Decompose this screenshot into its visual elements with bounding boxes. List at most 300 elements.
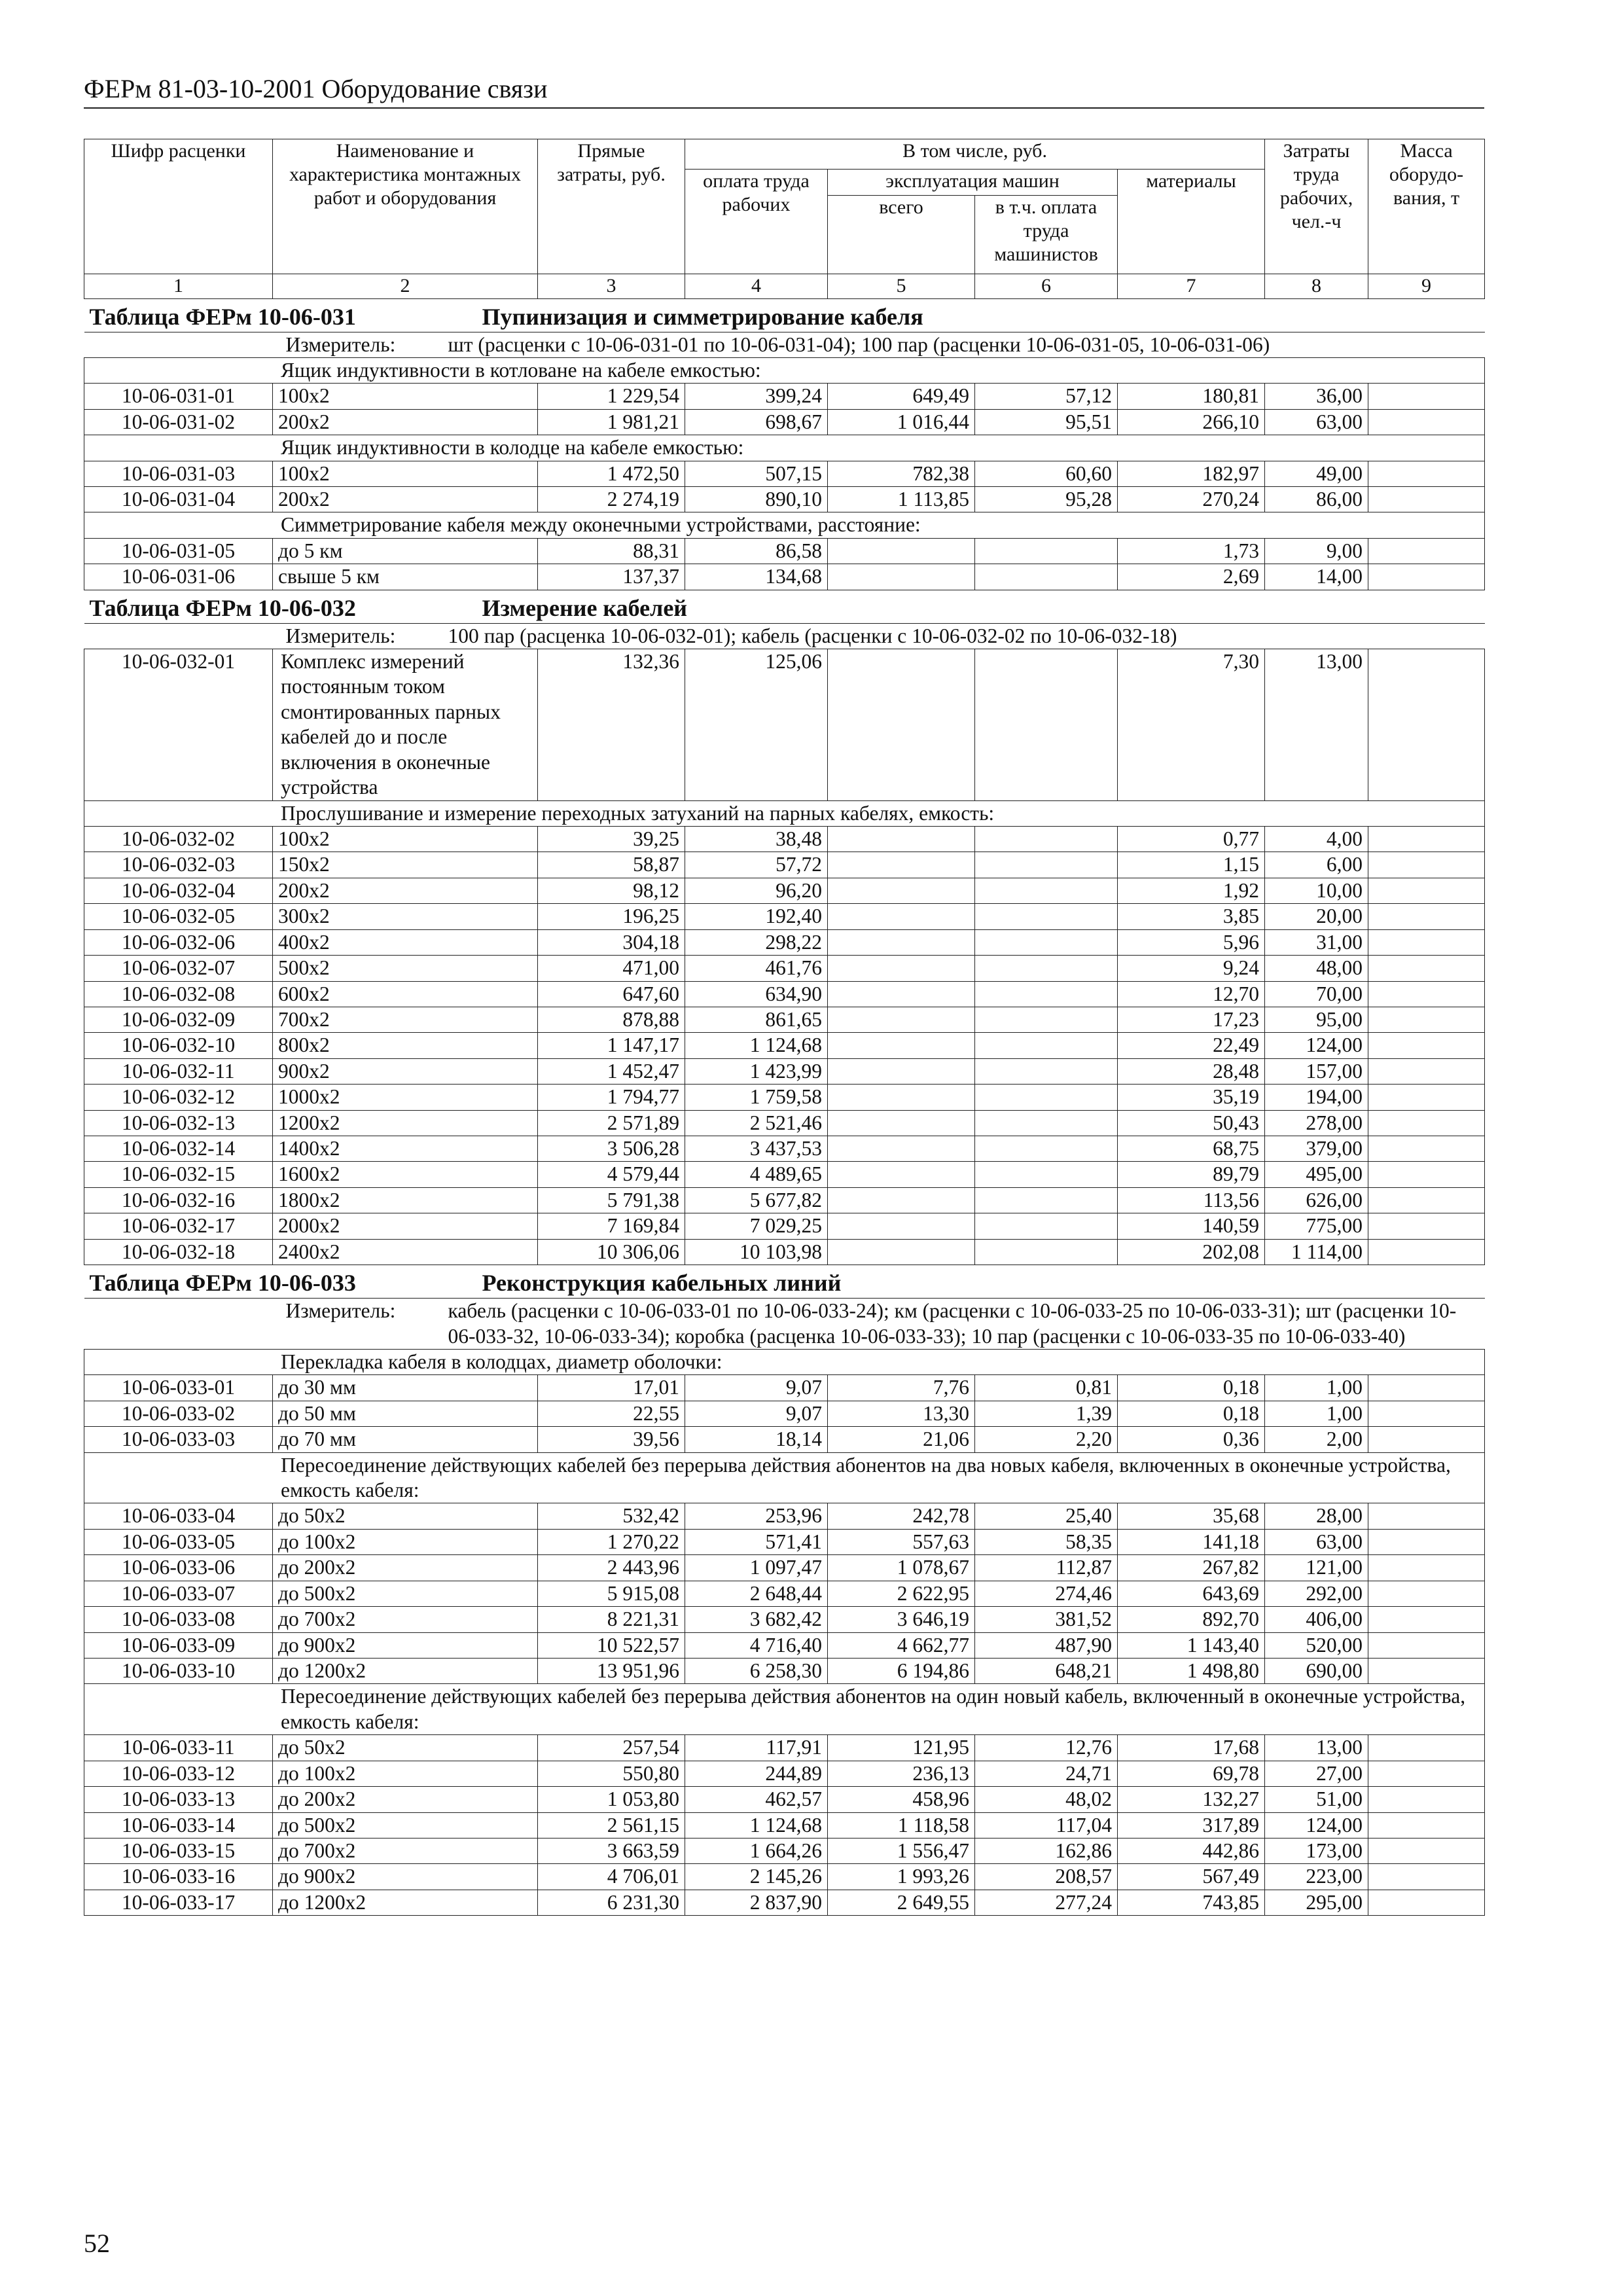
labor-cost: 461,76 (685, 956, 828, 981)
rate-code: 10-06-032-17 (84, 1213, 273, 1239)
measure-block (90, 332, 1480, 357)
col-mass-header: Масса оборудо-вания, т (1368, 139, 1485, 274)
work-name: 500х2 (273, 956, 538, 981)
direct-cost: 196,25 (538, 904, 685, 929)
equipment-mass (1368, 1529, 1485, 1554)
running-header: ФЕРм 81-03-10-2001 Оборудование связи (84, 73, 1484, 109)
col-machines-header: эксплуатация машин (828, 170, 1118, 196)
rate-code: 10-06-032-09 (84, 1007, 273, 1032)
equipment-mass (1368, 1136, 1485, 1162)
equipment-mass (1368, 1787, 1485, 1812)
machinist-cost (975, 1213, 1118, 1239)
labor-cost: 1 664,26 (685, 1838, 828, 1863)
materials-cost: 5,96 (1118, 929, 1265, 955)
col-name-header: Наименование и характеристика монтажных работ и оборудования (273, 139, 538, 274)
section-heading-row (84, 1684, 1485, 1735)
labor-hours: 10,00 (1265, 878, 1368, 903)
machinist-cost: 25,40 (975, 1503, 1118, 1529)
materials-cost: 17,23 (1118, 1007, 1265, 1032)
labor-cost: 2 145,26 (685, 1864, 828, 1890)
materials-cost: 317,89 (1118, 1812, 1265, 1838)
direct-cost: 5 791,38 (538, 1187, 685, 1213)
table-row (84, 1890, 1485, 1915)
machinist-cost: 487,90 (975, 1632, 1118, 1658)
table-title (84, 590, 1485, 623)
machinist-cost (975, 929, 1118, 955)
section-heading: Пересоединение действующих кабелей без перерыва действия абонентов на один новый кабель, включенный в оконечные устройства, емкость кабеля: (84, 1684, 1485, 1735)
rate-code: 10-06-033-17 (84, 1890, 273, 1915)
labor-cost: 571,41 (685, 1529, 828, 1554)
table-name: Реконструкция кабельных линий (482, 1270, 842, 1297)
machinist-cost (975, 1239, 1118, 1265)
labor-cost: 1 097,47 (685, 1555, 828, 1581)
materials-cost: 0,77 (1118, 827, 1265, 852)
labor-hours: 28,00 (1265, 1503, 1368, 1529)
equipment-mass (1368, 878, 1485, 903)
labor-cost: 298,22 (685, 929, 828, 955)
table-row (84, 904, 1485, 929)
machine-cost (828, 1007, 975, 1032)
rate-code: 10-06-031-01 (84, 384, 273, 409)
materials-cost: 567,49 (1118, 1864, 1265, 1890)
table-number: Таблица ФЕРм 10-06-033 (89, 1270, 356, 1297)
table-row (84, 827, 1485, 852)
labor-cost: 96,20 (685, 878, 828, 903)
machinist-cost: 48,02 (975, 1787, 1118, 1812)
rate-code: 10-06-033-15 (84, 1838, 273, 1863)
labor-cost: 253,96 (685, 1503, 828, 1529)
labor-hours: 121,00 (1265, 1555, 1368, 1581)
rate-code: 10-06-031-06 (84, 564, 273, 590)
section-heading-row (84, 512, 1485, 538)
work-name: 100х2 (273, 461, 538, 486)
machinist-cost: 1,39 (975, 1401, 1118, 1426)
labor-hours: 63,00 (1265, 409, 1368, 435)
rate-code: 10-06-032-03 (84, 852, 273, 878)
labor-cost: 192,40 (685, 904, 828, 929)
work-name: до 700х2 (273, 1838, 538, 1863)
col-num: 6 (975, 274, 1118, 299)
equipment-mass (1368, 1555, 1485, 1581)
direct-cost: 88,31 (538, 538, 685, 564)
materials-cost: 267,82 (1118, 1555, 1265, 1581)
machinist-cost (975, 1033, 1118, 1058)
materials-cost: 22,49 (1118, 1033, 1265, 1058)
direct-cost: 471,00 (538, 956, 685, 981)
machine-cost: 21,06 (828, 1427, 975, 1452)
machinist-cost: 57,12 (975, 384, 1118, 409)
labor-hours: 63,00 (1265, 1529, 1368, 1554)
materials-cost: 141,18 (1118, 1529, 1265, 1554)
labor-cost: 1 423,99 (685, 1058, 828, 1084)
materials-cost: 113,56 (1118, 1187, 1265, 1213)
section-heading: Пересоединение действующих кабелей без перерыва действия абонентов на два новых кабеля, включенных в оконечные устройства, емкость кабеля: (84, 1452, 1485, 1503)
labor-cost: 3 682,42 (685, 1607, 828, 1632)
work-name: 200х2 (273, 878, 538, 903)
machine-cost (828, 1058, 975, 1084)
labor-cost: 3 437,53 (685, 1136, 828, 1162)
rate-code: 10-06-033-02 (84, 1401, 273, 1426)
rate-code: 10-06-033-14 (84, 1812, 273, 1838)
materials-cost: 743,85 (1118, 1890, 1265, 1915)
materials-cost: 182,97 (1118, 461, 1265, 486)
work-name: до 1200х2 (273, 1658, 538, 1683)
machine-cost (828, 1213, 975, 1239)
direct-cost: 550,80 (538, 1761, 685, 1786)
materials-cost: 2,69 (1118, 564, 1265, 590)
rate-code: 10-06-032-18 (84, 1239, 273, 1265)
materials-cost: 12,70 (1118, 981, 1265, 1007)
machinist-cost: 24,71 (975, 1761, 1118, 1786)
labor-cost: 462,57 (685, 1787, 828, 1812)
machinist-cost: 277,24 (975, 1890, 1118, 1915)
materials-cost: 89,79 (1118, 1162, 1265, 1187)
machine-cost: 782,38 (828, 461, 975, 486)
materials-cost: 50,43 (1118, 1110, 1265, 1136)
machinist-cost (975, 852, 1118, 878)
equipment-mass (1368, 1375, 1485, 1401)
labor-cost: 507,15 (685, 461, 828, 486)
section-heading-row (84, 800, 1485, 826)
section-heading-row (84, 1452, 1485, 1503)
section-heading-row (84, 1349, 1485, 1374)
machinist-cost: 648,21 (975, 1658, 1118, 1683)
work-name: 100х2 (273, 827, 538, 852)
machinist-cost (975, 1162, 1118, 1187)
equipment-mass (1368, 827, 1485, 852)
direct-cost: 58,87 (538, 852, 685, 878)
equipment-mass (1368, 409, 1485, 435)
direct-cost: 1 452,47 (538, 1058, 685, 1084)
table-header (84, 139, 1485, 299)
equipment-mass (1368, 1838, 1485, 1863)
machinist-cost (975, 956, 1118, 981)
equipment-mass (1368, 1761, 1485, 1786)
machine-cost: 2 622,95 (828, 1581, 975, 1606)
work-name: до 500х2 (273, 1812, 538, 1838)
labor-cost: 57,72 (685, 852, 828, 878)
machine-cost: 1 078,67 (828, 1555, 975, 1581)
labor-hours: 379,00 (1265, 1136, 1368, 1162)
machine-cost: 1 556,47 (828, 1838, 975, 1863)
materials-cost: 68,75 (1118, 1136, 1265, 1162)
work-name: 2400х2 (273, 1239, 538, 1265)
measure-text: кабель (расценки с 10-06-033-01 по 10-06-033-24); км (расценки с 10-06-033-25 по 10-06-033-31); шт (расценки 10-06-033-32, 10-06-033-34); коробка (расценка 10-06-033-33); 10 пар (расценки с 10-06-033-35 по 10-06-033-40) (448, 1299, 1457, 1348)
direct-cost: 1 229,54 (538, 384, 685, 409)
work-name: 1200х2 (273, 1110, 538, 1136)
direct-cost: 4 706,01 (538, 1864, 685, 1890)
col-incl-header: В том числе, руб. (685, 139, 1265, 170)
table-row (84, 1239, 1485, 1265)
labor-cost: 2 648,44 (685, 1581, 828, 1606)
direct-cost: 39,25 (538, 827, 685, 852)
work-name: 200х2 (273, 409, 538, 435)
machinist-cost: 117,04 (975, 1812, 1118, 1838)
table-row (84, 1735, 1485, 1761)
work-name: до 70 мм (273, 1427, 538, 1452)
direct-cost: 1 147,17 (538, 1033, 685, 1058)
machine-cost: 236,13 (828, 1761, 975, 1786)
labor-hours: 124,00 (1265, 1033, 1368, 1058)
rate-code: 10-06-033-06 (84, 1555, 273, 1581)
machinist-cost: 2,20 (975, 1427, 1118, 1452)
equipment-mass (1368, 1864, 1485, 1890)
equipment-mass (1368, 487, 1485, 512)
materials-cost: 0,18 (1118, 1375, 1265, 1401)
machine-cost (828, 981, 975, 1007)
machine-cost: 1 118,58 (828, 1812, 975, 1838)
machinist-cost (975, 1007, 1118, 1032)
col-num: 5 (828, 274, 975, 299)
direct-cost: 132,36 (538, 649, 685, 801)
work-name: до 900х2 (273, 1632, 538, 1658)
rate-code: 10-06-033-03 (84, 1427, 273, 1452)
materials-cost: 132,27 (1118, 1787, 1265, 1812)
work-name: свыше 5 км (273, 564, 538, 590)
equipment-mass (1368, 1890, 1485, 1915)
equipment-mass (1368, 461, 1485, 486)
machine-cost (828, 827, 975, 852)
direct-cost: 532,42 (538, 1503, 685, 1529)
rate-code: 10-06-033-07 (84, 1581, 273, 1606)
section-heading: Перекладка кабеля в колодцах, диаметр оболочки: (84, 1349, 1485, 1374)
machinist-cost (975, 1085, 1118, 1110)
labor-hours: 31,00 (1265, 929, 1368, 955)
materials-cost: 140,59 (1118, 1213, 1265, 1239)
work-name: Комплекс измерений постоянным током смонтированных парных кабелей до и после включения в оконечные устройства (273, 649, 538, 801)
machine-cost: 1 016,44 (828, 409, 975, 435)
direct-cost: 2 561,15 (538, 1812, 685, 1838)
labor-hours: 495,00 (1265, 1162, 1368, 1187)
labor-hours: 292,00 (1265, 1581, 1368, 1606)
labor-hours: 20,00 (1265, 904, 1368, 929)
rate-code: 10-06-033-16 (84, 1864, 273, 1890)
materials-cost: 3,85 (1118, 904, 1265, 929)
work-name: 700х2 (273, 1007, 538, 1032)
labor-hours: 223,00 (1265, 1864, 1368, 1890)
labor-hours: 194,00 (1265, 1085, 1368, 1110)
rate-code: 10-06-032-08 (84, 981, 273, 1007)
col-num: 2 (273, 274, 538, 299)
direct-cost: 1 472,50 (538, 461, 685, 486)
col-num: 3 (538, 274, 685, 299)
labor-hours: 124,00 (1265, 1812, 1368, 1838)
machine-cost: 6 194,86 (828, 1658, 975, 1683)
direct-cost: 98,12 (538, 878, 685, 903)
table-row (84, 1632, 1485, 1658)
work-name: 600х2 (273, 981, 538, 1007)
rate-code: 10-06-033-05 (84, 1529, 273, 1554)
equipment-mass (1368, 1007, 1485, 1032)
table-name: Пупинизация и симметрирование кабеля (482, 303, 923, 330)
section-heading: Симметрирование кабеля между оконечными устройствами, расстояние: (84, 512, 1485, 538)
table-title (84, 1265, 1485, 1299)
table-row (84, 1136, 1485, 1162)
machinist-cost: 112,87 (975, 1555, 1118, 1581)
machine-cost (828, 904, 975, 929)
equipment-mass (1368, 564, 1485, 590)
machine-cost: 242,78 (828, 1503, 975, 1529)
machinist-cost: 58,35 (975, 1529, 1118, 1554)
direct-cost: 304,18 (538, 929, 685, 955)
labor-hours: 1,00 (1265, 1401, 1368, 1426)
rate-code: 10-06-032-05 (84, 904, 273, 929)
labor-cost: 1 759,58 (685, 1085, 828, 1110)
work-name: до 50х2 (273, 1735, 538, 1761)
materials-cost: 35,68 (1118, 1503, 1265, 1529)
rate-code: 10-06-032-15 (84, 1162, 273, 1187)
work-name: 200х2 (273, 487, 538, 512)
table-row (84, 1838, 1485, 1863)
materials-cost: 9,24 (1118, 956, 1265, 981)
direct-cost: 22,55 (538, 1401, 685, 1426)
measure-block (90, 624, 1480, 649)
labor-cost: 9,07 (685, 1375, 828, 1401)
equipment-mass (1368, 538, 1485, 564)
table-number: Таблица ФЕРм 10-06-032 (89, 594, 356, 621)
col-num: 4 (685, 274, 828, 299)
table-row (84, 1581, 1485, 1606)
table-row (84, 1503, 1485, 1529)
work-name: до 100х2 (273, 1529, 538, 1554)
machine-cost (828, 929, 975, 955)
rates-table (84, 139, 1485, 1916)
work-name: до 900х2 (273, 1864, 538, 1890)
measure-cell (84, 623, 1485, 649)
work-name: до 100х2 (273, 1761, 538, 1786)
materials-cost: 442,86 (1118, 1838, 1265, 1863)
direct-cost: 2 571,89 (538, 1110, 685, 1136)
table-name: Измерение кабелей (482, 594, 688, 621)
equipment-mass (1368, 1401, 1485, 1426)
table-row (84, 1187, 1485, 1213)
rate-code: 10-06-032-16 (84, 1187, 273, 1213)
equipment-mass (1368, 1503, 1485, 1529)
equipment-mass (1368, 1085, 1485, 1110)
labor-cost: 861,65 (685, 1007, 828, 1032)
materials-cost: 1,73 (1118, 538, 1265, 564)
measure-cell (84, 1299, 1485, 1350)
table-row (84, 981, 1485, 1007)
labor-cost: 4 489,65 (685, 1162, 828, 1187)
labor-cost: 4 716,40 (685, 1632, 828, 1658)
rate-code: 10-06-032-01 (84, 649, 273, 801)
equipment-mass (1368, 649, 1485, 801)
page-number: 52 (84, 2229, 110, 2258)
direct-cost: 137,37 (538, 564, 685, 590)
machinist-cost: 60,60 (975, 461, 1118, 486)
section-heading-row (84, 435, 1485, 461)
machinist-cost (975, 878, 1118, 903)
machine-cost (828, 852, 975, 878)
direct-cost: 3 506,28 (538, 1136, 685, 1162)
equipment-mass (1368, 852, 1485, 878)
labor-hours: 14,00 (1265, 564, 1368, 590)
table-row (84, 956, 1485, 981)
work-name: 1800х2 (273, 1187, 538, 1213)
machinist-cost (975, 904, 1118, 929)
measure-label: Измеритель: (285, 624, 396, 647)
machine-cost: 458,96 (828, 1787, 975, 1812)
table-row (84, 878, 1485, 903)
labor-cost: 9,07 (685, 1401, 828, 1426)
machine-cost (828, 649, 975, 801)
col-num: 9 (1368, 274, 1485, 299)
machinist-cost: 208,57 (975, 1864, 1118, 1890)
table-row (84, 564, 1485, 590)
work-name: 900х2 (273, 1058, 538, 1084)
col-direct-header: Прямые затраты, руб. (538, 139, 685, 274)
rate-code: 10-06-032-02 (84, 827, 273, 852)
machine-cost (828, 538, 975, 564)
labor-cost: 38,48 (685, 827, 828, 852)
direct-cost: 17,01 (538, 1375, 685, 1401)
table-row (84, 929, 1485, 955)
table-row (84, 1007, 1485, 1032)
labor-hours: 6,00 (1265, 852, 1368, 878)
rate-code: 10-06-032-11 (84, 1058, 273, 1084)
machine-cost (828, 956, 975, 981)
machine-cost: 7,76 (828, 1375, 975, 1401)
machine-cost: 557,63 (828, 1529, 975, 1554)
table-row (84, 852, 1485, 878)
equipment-mass (1368, 981, 1485, 1007)
work-name: 1400х2 (273, 1136, 538, 1162)
labor-hours: 173,00 (1265, 1838, 1368, 1863)
table-body (84, 298, 1485, 1916)
materials-cost: 1 498,80 (1118, 1658, 1265, 1683)
materials-cost: 7,30 (1118, 649, 1265, 801)
col-labor-header: оплата труда рабочих (685, 170, 828, 274)
materials-cost: 28,48 (1118, 1058, 1265, 1084)
table-row (84, 1213, 1485, 1239)
machinist-cost: 0,81 (975, 1375, 1118, 1401)
labor-cost: 634,90 (685, 981, 828, 1007)
materials-cost: 1 143,40 (1118, 1632, 1265, 1658)
measure-cell (84, 332, 1485, 357)
col-num: 8 (1265, 274, 1368, 299)
col-materials-header: материалы (1118, 170, 1265, 274)
table-title-row (84, 298, 1485, 332)
table-row (84, 409, 1485, 435)
materials-cost: 643,69 (1118, 1581, 1265, 1606)
rate-code: 10-06-033-04 (84, 1503, 273, 1529)
work-name: 300х2 (273, 904, 538, 929)
equipment-mass (1368, 1632, 1485, 1658)
work-name: 400х2 (273, 929, 538, 955)
equipment-mass (1368, 1162, 1485, 1187)
labor-hours: 13,00 (1265, 1735, 1368, 1761)
machine-cost (828, 878, 975, 903)
labor-hours: 2,00 (1265, 1427, 1368, 1452)
rate-code: 10-06-031-05 (84, 538, 273, 564)
labor-cost: 890,10 (685, 487, 828, 512)
section-heading: Ящик индуктивности в колодце на кабеле емкостью: (84, 435, 1485, 461)
rate-code: 10-06-032-06 (84, 929, 273, 955)
equipment-mass (1368, 904, 1485, 929)
rate-code: 10-06-032-04 (84, 878, 273, 903)
table-row (84, 1555, 1485, 1581)
machinist-cost: 274,46 (975, 1581, 1118, 1606)
equipment-mass (1368, 1187, 1485, 1213)
table-row (84, 1375, 1485, 1401)
table-row (84, 1658, 1485, 1683)
rate-code: 10-06-032-07 (84, 956, 273, 981)
machine-cost: 4 662,77 (828, 1632, 975, 1658)
labor-hours: 70,00 (1265, 981, 1368, 1007)
table-row (84, 1787, 1485, 1812)
direct-cost: 1 981,21 (538, 409, 685, 435)
